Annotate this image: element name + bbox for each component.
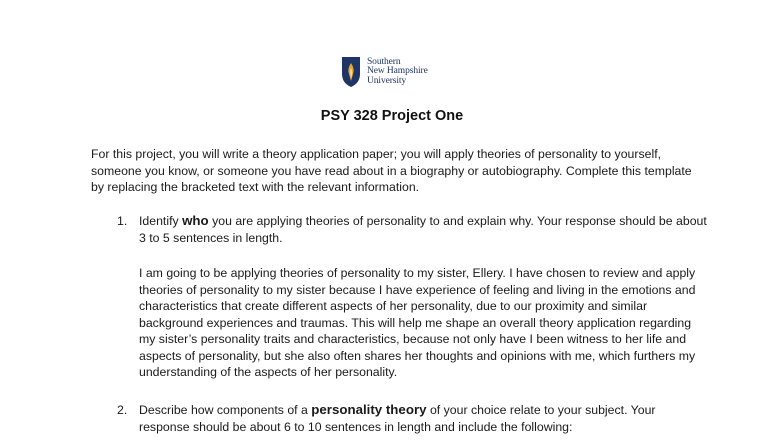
university-logo [341, 54, 451, 90]
logo-line-1: Southern [367, 56, 401, 67]
list-number-1: 1. [117, 214, 128, 228]
prompt-2 [139, 402, 707, 435]
logo-line-2: New Hampshire [367, 66, 428, 77]
prompt-1 [139, 213, 707, 246]
answer-paragraph-1: I am going to be applying theories of personality to my sister, Ellery. I have chosen to review and apply theories of personality to my sister because I have experience of feeling and living in the emotions and characteristics that create different aspects of her personality, due to our proximity and similar background experiences and traumas. This will help me shape an overall theory application regarding my sister’s personality traits and characteristics, because not only have I been witness to her life and aspects of personality, but she also often shares her thoughts and opinions with me, which furthers my understanding of the aspects of her personality. [139, 266, 696, 379]
shield-flame-icon [341, 56, 361, 88]
logo-line-3: University [367, 75, 407, 86]
page-title: PSY 328 Project One [320, 108, 464, 124]
list-item-1 [117, 213, 707, 246]
intro-paragraph: For this project, you will write a theory application paper; you will apply theories of personality to yourself, someone you know, or someone you have read about in a biography or autobiography. Complete this template by replacing the bracketed text with the relevant information. [91, 147, 692, 194]
list-item-2 [117, 402, 707, 435]
list-number-2: 2. [117, 403, 128, 417]
prompt-1-emphasis: who [182, 213, 209, 228]
prompt-1-suffix: you are applying theories of personality to and explain why. Your response should be about 3 to 5 sentences in length. [139, 214, 707, 245]
prompt-2-suffix: of your choice relate to your subject. Your response should be about 6 to 10 sentences in length and include the following: [139, 403, 656, 434]
prompt-2-prefix: Describe how components of a [139, 403, 312, 417]
prompt-1-prefix: Identify [139, 214, 183, 228]
prompt-2-emphasis: personality theory [311, 402, 427, 417]
logo-wordmark [367, 58, 428, 87]
